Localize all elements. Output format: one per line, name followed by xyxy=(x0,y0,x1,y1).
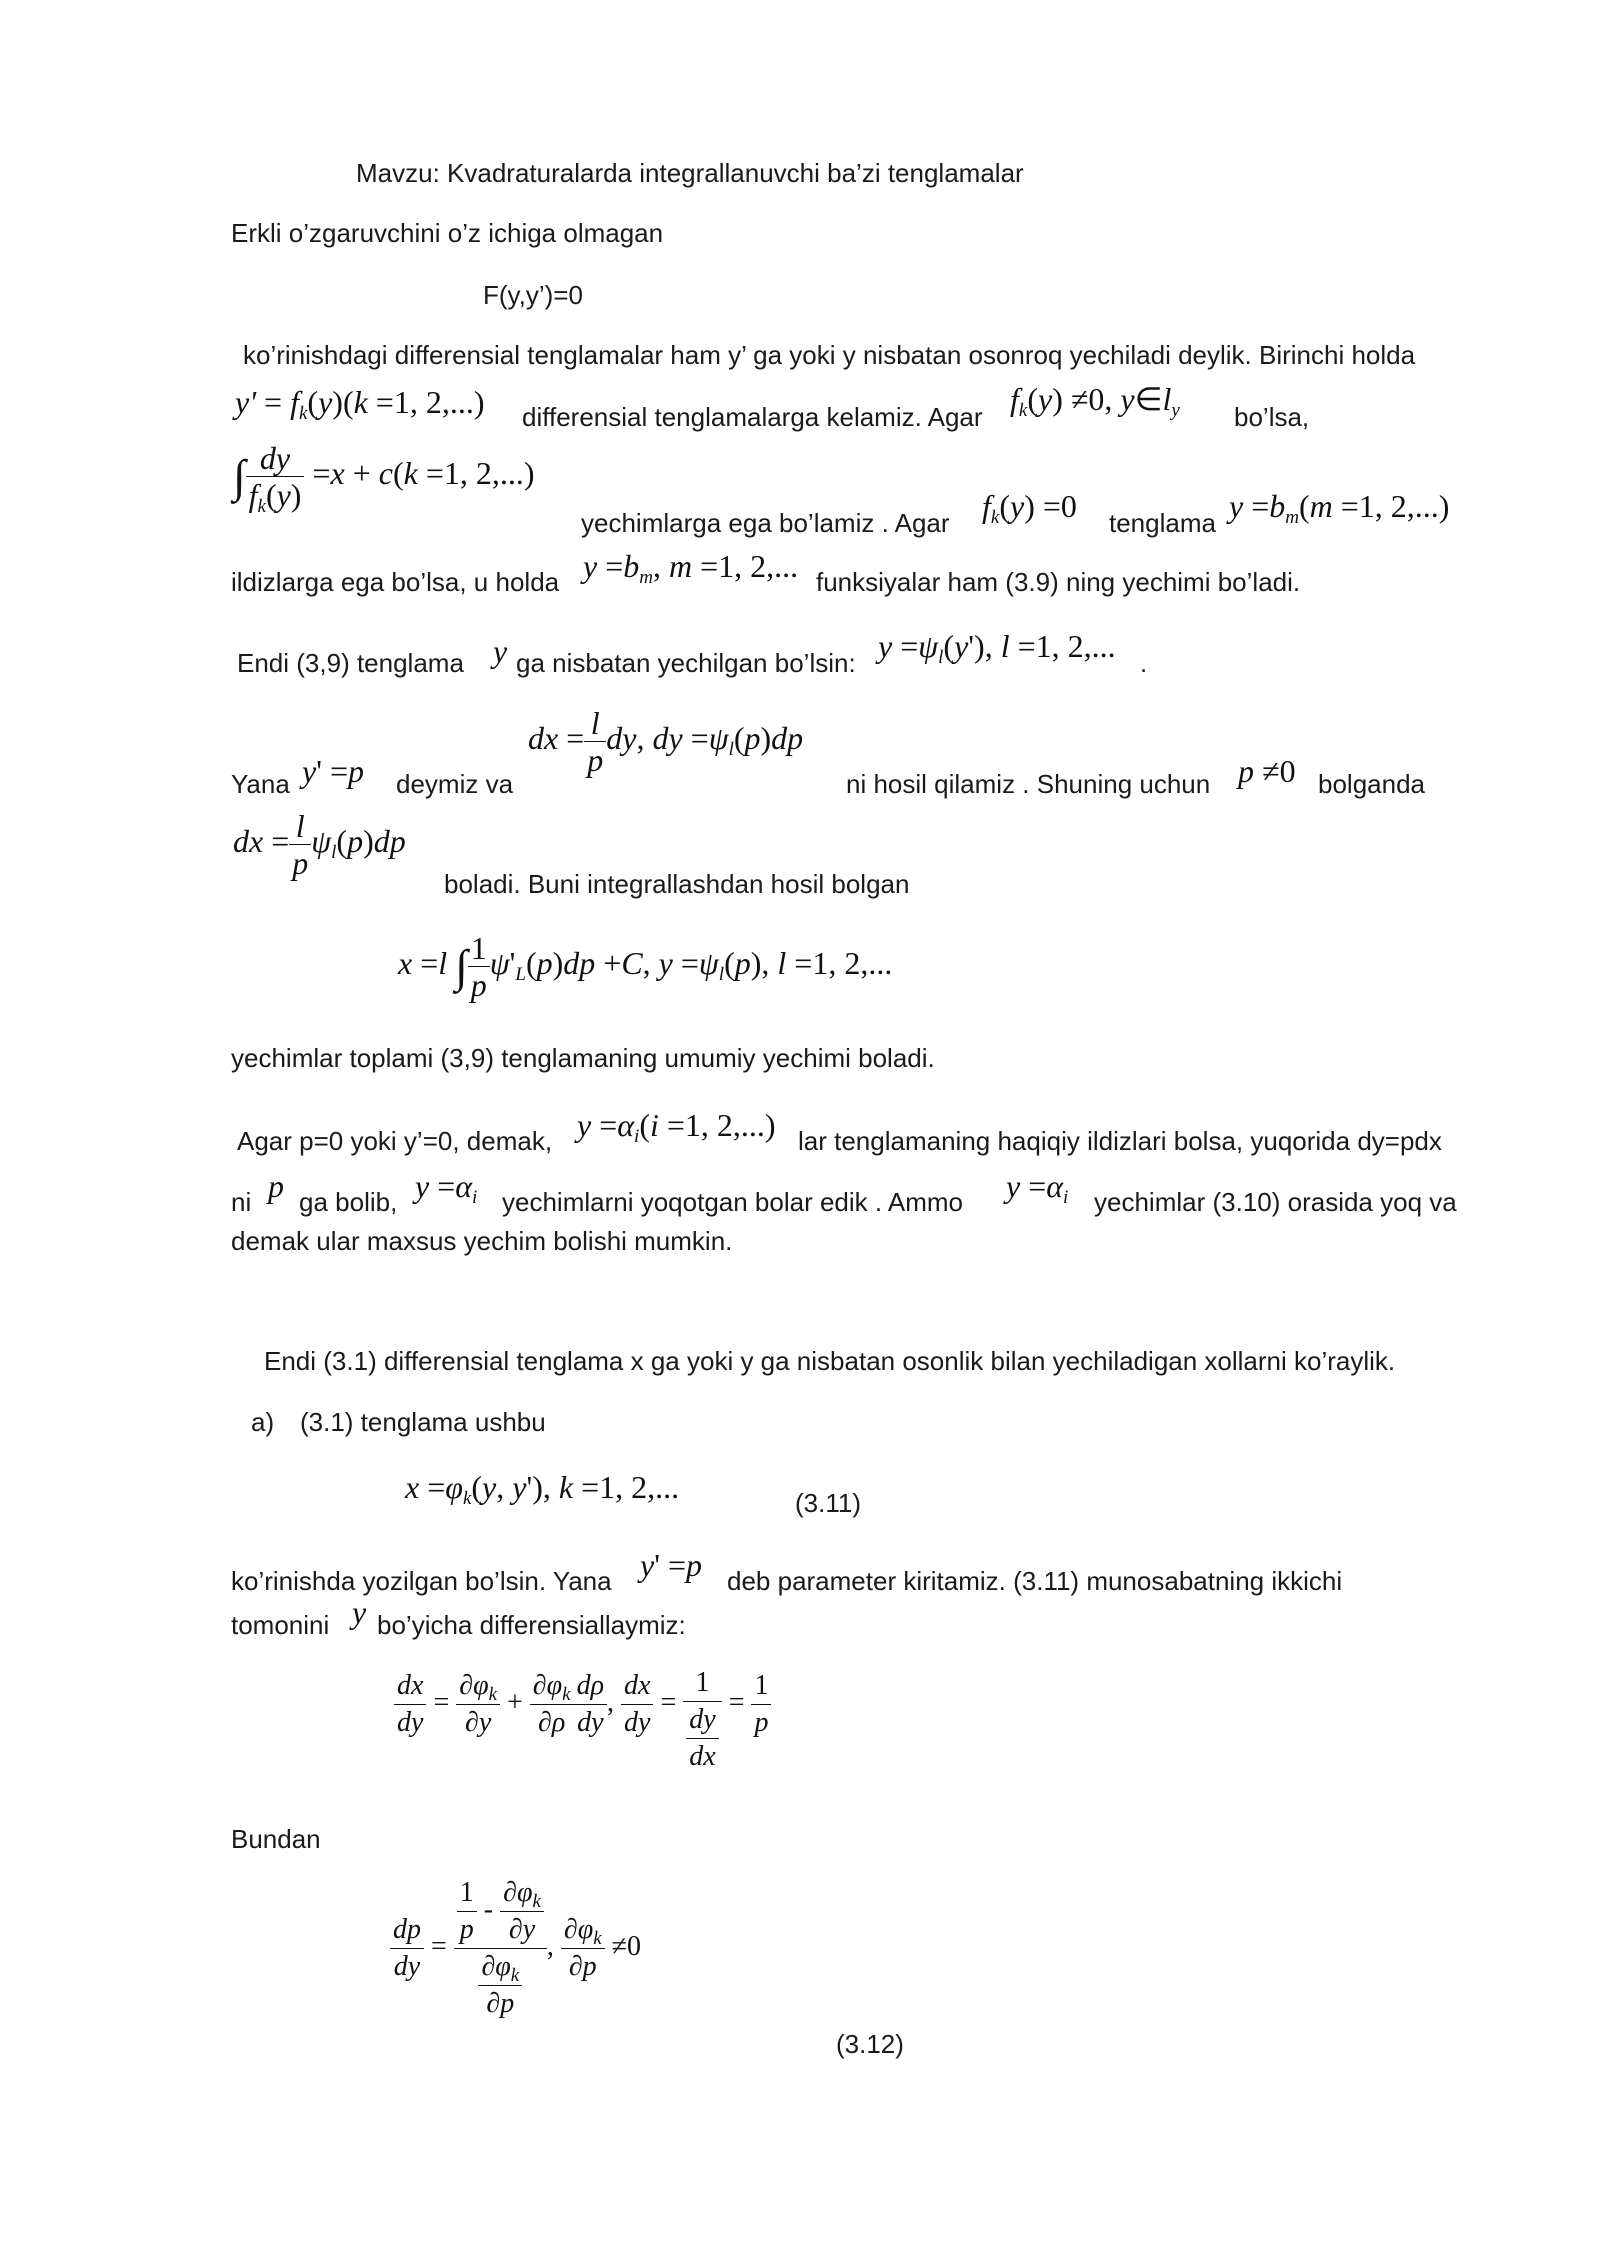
equation-y-prime-fk: $y' = f_k(y)(k =1$, 2,...) xyxy=(235,384,485,424)
equation-y-psi-yprime: $y =\psi_l(y')$, l =1, 2,... xyxy=(878,628,1116,668)
text-period: . xyxy=(1140,648,1148,678)
text-ga-bolib: ga bolib, xyxy=(299,1187,398,1217)
text-ni-hosil: ni hosil qilamiz . Shuning uchun xyxy=(846,769,1211,799)
equation-dx-dy-derivative: $\frac{dx}{dy}$ = $\frac{\partial\varphi_k}{\partial y}$ + $\frac{\partial\varphi_k}{\partial\rho}$ $\frac{d\rho}{dy}$ , $\frac{dx}{dy}$ = $\frac{1}{\frac{dy}{dx}}$ = $\frac{1}{p}$ xyxy=(394,1665,771,1775)
list-label-a: a) xyxy=(251,1407,275,1437)
equation-dx-dy: dx = $\frac{l}{p}$ dy, dy $=\psi_l(p)dp$ xyxy=(528,705,804,778)
paragraph-form: ko’rinishdagi differensial tenglamalar ham y’ ga yoki y nisbatan osonroq yechiladi deylik. Birinchi holda xyxy=(243,340,1416,370)
text-korinishda: ko’rinishda yozilgan bo’lsin. Yana xyxy=(231,1566,612,1596)
text-boyicha: bo’yicha differensiallaymiz: xyxy=(377,1610,686,1640)
text-boladi-integrallash: boladi. Buni integrallashdan hosil bolgan xyxy=(444,869,910,899)
equation-F: F(y,y’)=0 xyxy=(483,280,583,310)
equation-x-phi: $x =\varphi_k(y$, y'), k =1, 2,... xyxy=(405,1469,680,1509)
text-deb-parameter: deb parameter kiritamiz. (3.11) munosabatning ikkichi xyxy=(727,1566,1343,1596)
text-tomonini: tomonini xyxy=(231,1610,330,1640)
text-31-tenglama: (3.1) tenglama ushbu xyxy=(300,1407,546,1437)
equation-number-3-11: (3.11) xyxy=(795,1488,861,1518)
equation-y-prime-p-2: y' =p xyxy=(640,1547,703,1583)
equation-general-solution: x =l ∫ $\frac{1}{p}$ $\psi'_L(p)dp +C$, $y =\psi_l(p)$, l =1, 2,... xyxy=(398,930,893,1003)
text-funksiyalar: funksiyalar ham (3.9) ning yechimi bo’ladi. xyxy=(816,567,1301,597)
text-endi-39: Endi (3,9) tenglama xyxy=(237,648,464,678)
text-maxsus-yechim: demak ular maxsus yechim bolishi mumkin. xyxy=(231,1226,733,1256)
page-title: Mavzu: Kvadraturalarda integrallanuvchi ba’zi tenglamalar xyxy=(356,158,1024,188)
equation-dx-psi: dx = $\frac{l}{p}$ $\psi_l(p)dp$ xyxy=(233,808,406,881)
text-yechimlarni-yoqotgan: yechimlarni yoqotgan bolar edik . Ammo xyxy=(502,1187,964,1217)
text-yechimlarga-ega: yechimlarga ega bo’lamiz . Agar xyxy=(581,508,950,538)
equation-y-alpha-1: $y =\alpha_i$ xyxy=(415,1168,478,1208)
math-y: y xyxy=(493,633,508,669)
math-y-2: y xyxy=(352,1594,367,1630)
text-bolsa: bo’lsa, xyxy=(1234,402,1310,432)
text-ga-nisbatan: ga nisbatan yechilgan bo’lsin: xyxy=(516,648,856,678)
text-endi-31: Endi (3.1) differensial tenglama x ga yoki y ga nisbatan osonlik bilan yechiladigan xollarni ko’raylik. xyxy=(264,1346,1396,1376)
equation-dp-dy: $\frac{dp}{dy}$ = $\frac{1}{p}$ - $\frac{\partial\varphi_k}{\partial y}$ $\frac{\partial\varphi_k}{\partial p}$ , $\frac{\partial\varphi_k}{\partial p}$ ≠0 xyxy=(390,1875,641,2022)
text-differensial-kelamiz: differensial tenglamalarga kelamiz. Agar xyxy=(522,402,983,432)
equation-fk-nonzero: $f_k(y) \ne 0$, $y\in l_y$ xyxy=(1010,381,1180,421)
text-deymiz-va: deymiz va xyxy=(396,769,514,799)
text-yechimlar-toplami: yechimlar toplami (3,9) tenglamaning umumiy yechimi boladi. xyxy=(231,1043,935,1073)
equation-y-alpha-i: $y =\alpha_i(i =1$, 2,...) xyxy=(577,1107,776,1147)
text-ni: ni xyxy=(231,1187,252,1217)
equation-fk-zero: $f_k(y) =0$ xyxy=(982,488,1077,528)
equation-number-3-12: (3.12) xyxy=(836,2029,904,2059)
text-tenglama: tenglama xyxy=(1109,508,1216,538)
math-p: p xyxy=(268,1168,284,1204)
text-lar-tenglamaning: lar tenglamaning haqiqiy ildizlari bolsa, yuqorida dy=pdx xyxy=(798,1126,1442,1156)
text-yechimlar-310: yechimlar (3.10) orasida yoq va xyxy=(1094,1187,1457,1217)
equation-y-alpha-2: $y =\alpha_i$ xyxy=(1006,1168,1069,1208)
text-ildizlarga: ildizlarga ega bo’lsa, u holda xyxy=(231,567,560,597)
text-yana: Yana xyxy=(231,769,290,799)
equation-p-nonzero: p ≠0 xyxy=(1238,753,1296,789)
text-agar-p0: Agar p=0 yoki y’=0, demak, xyxy=(237,1126,553,1156)
equation-integral-dy-fk: ∫ $\frac{dy}{f_k(y)}$ =x + c(k =1, 2,...) xyxy=(233,440,535,517)
text-bolganda: bolganda xyxy=(1318,769,1425,799)
equation-y-bm-list: $y =b_m$, m =1, 2,... xyxy=(583,548,799,588)
equation-y-bm: $y =b_m(m =1$, 2,...) xyxy=(1229,488,1450,528)
text-bundan: Bundan xyxy=(231,1824,321,1854)
equation-y-prime-p: y' =p xyxy=(302,753,365,789)
paragraph-intro: Erkli o’zgaruvchini o’z ichiga olmagan xyxy=(231,218,664,248)
